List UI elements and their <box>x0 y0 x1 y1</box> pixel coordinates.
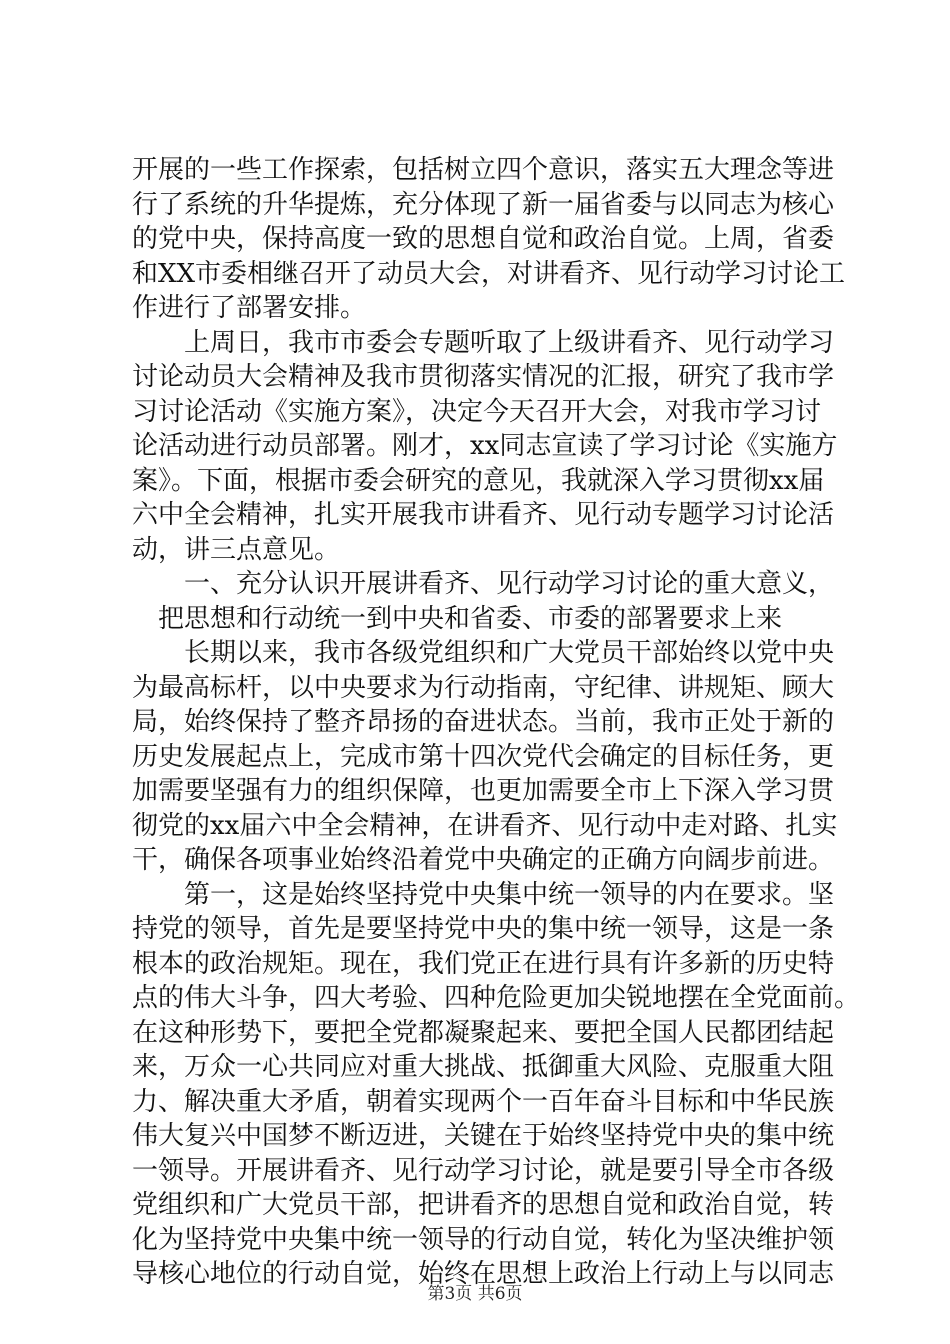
text-line: 加需要坚强有力的组织保障，也更加需要全市上下深入学习贯 <box>132 776 835 806</box>
text-line: 持党的领导，首先是要坚持党中央的集中统一领导，这是一条 <box>132 914 835 944</box>
page-footer: 第3页 共6页 <box>427 1284 523 1304</box>
text-line: 为最高标杆，以中央要求为行动指南，守纪律、讲规矩、顾大 <box>132 672 835 703</box>
text-line: 作进行了部署安排。 <box>132 293 367 323</box>
text-line: 来，万众一心共同应对重大挑战、抵御重大风险、克服重大阻 <box>132 1052 835 1082</box>
text-line: 一领导。开展讲看齐、见行动学习讨论，就是要引导全市各级 <box>132 1155 835 1186</box>
text-line: 在这种形势下，要把全党都凝聚起来、要把全国人民都团结起 <box>132 1017 835 1048</box>
text-line: 的党中央，保持高度一致的思想自觉和政治自觉。上周，省委 <box>132 224 835 254</box>
text-line: 点的伟大斗争，四大考验、四种危险更加尖锐地摆在全党面前。 <box>132 983 861 1013</box>
text-line: 党组织和广大党员干部，把讲看齐的思想自觉和政治自觉，转 <box>132 1190 835 1220</box>
text-line: 力、解决重大矛盾，朝着实现两个一百年奋斗目标和中华民族 <box>132 1086 835 1117</box>
text-line: 历史发展起点上，完成市第十四次党代会确定的目标任务，更 <box>132 741 835 772</box>
text-line: 论活动进行动员部署。刚才，xx同志宣读了学习讨论《实施方 <box>132 431 838 461</box>
text-line: 伟大复兴中国梦不断迈进，关键在于始终坚持党中央的集中统 <box>132 1121 835 1151</box>
text-line: 根本的政治规矩。现在，我们党正在进行具有许多新的历史特 <box>132 948 835 979</box>
text-line: 开展的一些工作探索，包括树立四个意识，落实五大理念等进 <box>132 155 835 185</box>
text-line: 第一，这是始终坚持党中央集中统一领导的内在要求。坚 <box>132 879 835 910</box>
body-text <box>132 153 861 1292</box>
text-line: 动，讲三点意见。 <box>132 534 341 565</box>
text-line: 干，确保各项事业始终沿着党中央确定的正确方向阔步前进。 <box>132 845 835 875</box>
text-line: 一、充分认识开展讲看齐、见行动学习讨论的重大意义， <box>132 569 835 599</box>
text-line: 案》。下面，根据市委会研究的意见，我就深入学习贯彻xx届 <box>132 465 825 496</box>
text-line: 六中全会精神，扎实开展我市讲看齐、见行动专题学习讨论活 <box>132 500 835 530</box>
text-line: 把思想和行动统一到中央和省委、市委的部署要求上来 <box>132 603 783 634</box>
text-line: 和XX市委相继召开了动员大会，对讲看齐、见行动学习讨论工 <box>132 258 846 289</box>
text-line: 局，始终保持了整齐昂扬的奋进状态。当前，我市正处于新的 <box>132 707 835 737</box>
text-line: 习讨论活动《实施方案》，决定今天召开大会，对我市学习讨 <box>132 396 822 427</box>
text-line: 行了系统的升华提炼，充分体现了新一届省委与以同志为核心 <box>132 189 835 220</box>
text-line: 讨论动员大会精神及我市贯彻落实情况的汇报，研究了我市学 <box>132 362 835 392</box>
text-line: 长期以来，我市各级党组织和广大党员干部始终以党中央 <box>132 638 835 668</box>
text-line: 上周日，我市市委会专题听取了上级讲看齐、见行动学习 <box>132 327 835 358</box>
text-line: 导核心地位的行动自觉，始终在思想上政治上行动上与以同志 <box>132 1259 835 1289</box>
text-line: 化为坚持党中央集中统一领导的行动自觉，转化为坚决维护领 <box>132 1224 835 1255</box>
text-line: 彻党的xx届六中全会精神，在讲看齐、见行动中走对路、扎实 <box>132 810 838 841</box>
